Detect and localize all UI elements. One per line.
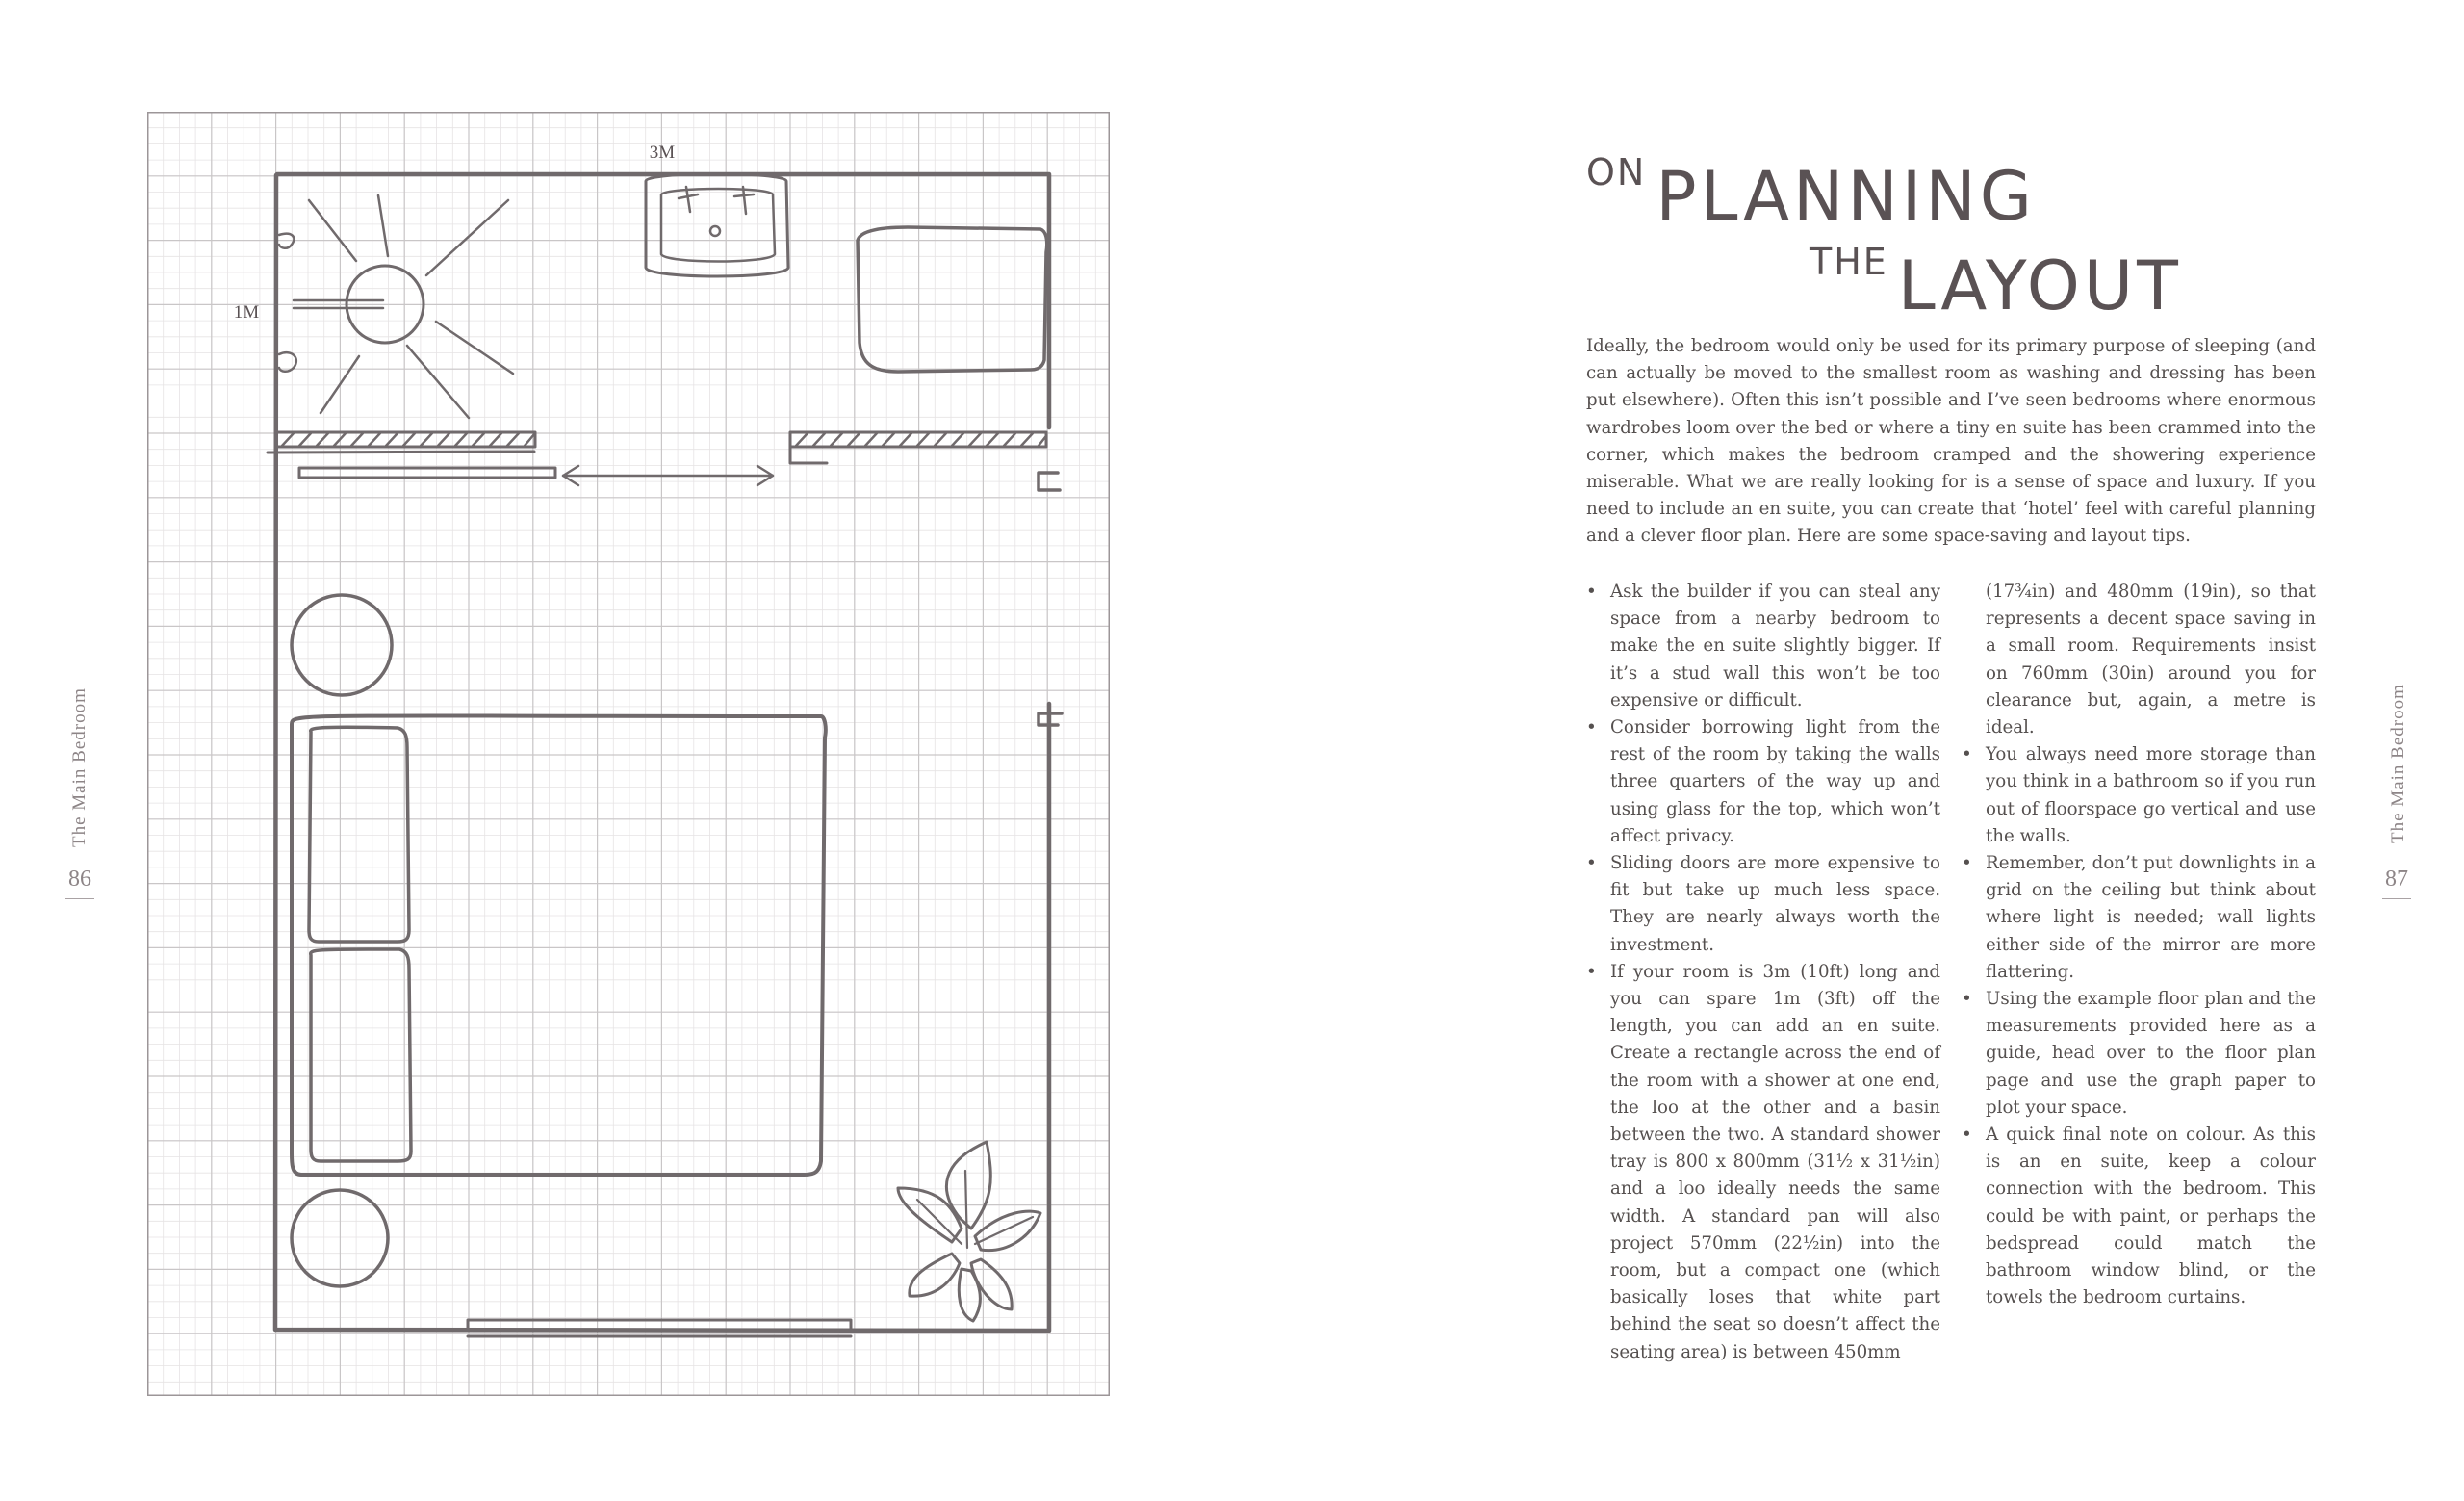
title-planning: PLANNING xyxy=(1656,157,2037,237)
title-line-2 xyxy=(1810,241,2318,326)
shower xyxy=(279,195,513,418)
tips-columns xyxy=(1586,579,2316,1366)
bed xyxy=(292,715,826,1175)
tip-item: • Remember, don’t put downlights in a grid on the ceiling but think about where light is needed; wall lights either side of the mirror are more flattering. xyxy=(1962,850,2316,986)
floor-plan xyxy=(147,112,1110,1396)
tip-item: • Using the example floor plan and the measurements provided here as a guide, head over to the floor plan page and use the graph paper to plot your space. xyxy=(1962,986,2316,1122)
running-head-right: The Main Bedroom xyxy=(2388,684,2408,843)
floor-plan-drawing xyxy=(147,112,1110,1396)
sliding-door xyxy=(299,466,773,485)
tip-item: • Ask the builder if you can steal any space from a nearby bedroom to make the en suite slightly bigger. If it’s a stud wall this won’t be too expensive or difficult. xyxy=(1586,579,1940,714)
title-line-1 xyxy=(1586,151,2318,237)
tip-item: • If your room is 3m (10ft) long and you can spare 1m (3ft) off the length, you can add an en suite. Create a rectangle across the end of the room with a shower at one end, the loo at the other and a basin between the two. A standard shower tray is 800 x 800mm (31½ x 31½in) and a loo ideally needs the same width. A standard pan will also project 570mm (22½in) into the room, but a compact one (which basically loses that white part behind the seat so doesn’t affect the seating area) is between 450mm xyxy=(1586,959,1940,1366)
tip-item: • Sliding doors are more expensive to fit but take up much less space. They are nearly always worth the investment. xyxy=(1586,850,1940,959)
page-title xyxy=(1586,151,2318,326)
title-the: THE xyxy=(1810,241,1888,284)
plant-icon xyxy=(898,1142,1040,1321)
depth-dimension-label: 1M xyxy=(233,302,260,323)
tip-item: • A quick final note on colour. As this is an en suite, keep a colour connection with the bedroom. This could be with paint, or perhaps the bedspread could match the bathroom window blind, or the towels the bedroom curtains. xyxy=(1962,1122,2316,1311)
title-layout: LAYOUT xyxy=(1897,246,2182,326)
page-number-right: 87 xyxy=(2382,867,2411,899)
tip-item: • Consider borrowing light from the rest of the room by taking the walls three quarters of the way up and using glass for the top, which won’t affect privacy. xyxy=(1586,714,1940,850)
basin xyxy=(646,174,788,277)
tips-column-right xyxy=(1962,579,2316,1366)
tip-item: • You always need more storage than you think in a bathroom so if you run out of floorspace go vertical and use the walls. xyxy=(1962,741,2316,850)
page-number-left: 86 xyxy=(65,867,94,899)
width-dimension-label: 3M xyxy=(649,142,676,163)
running-head-left: The Main Bedroom xyxy=(69,687,90,847)
tip-item: (17¾in) and 480mm (19in), so that represents a decent space saving in a small room. Requirements insist on 760mm (30in) around you for clearance but, again, a metre is ideal. xyxy=(1986,582,2316,738)
room-outer-wall xyxy=(277,174,1049,427)
tips-list-right xyxy=(1962,579,2316,1311)
title-on: ON xyxy=(1586,151,1647,194)
tips-column-left xyxy=(1586,579,1940,1366)
tips-list-left xyxy=(1586,579,1940,1366)
toilet xyxy=(858,227,1047,372)
intro-paragraph: Ideally, the bedroom would only be used for its primary purpose of sleeping (and can actually be moved to the smallest room as washing and dressing has been put elsewhere). Often this isn’t possible and I’ve seen bedrooms where enormous wardrobes loom over the bed or where a tiny en suite has been crammed into the corner, which makes the bedroom cramped and the showering experience miserable. What we are really looking for is a sense of space and luxury. If you need to include an en suite, you can create that ‘hotel’ feel with careful planning and a clever floor plan. Here are some space-saving and layout tips. xyxy=(1586,336,2316,547)
